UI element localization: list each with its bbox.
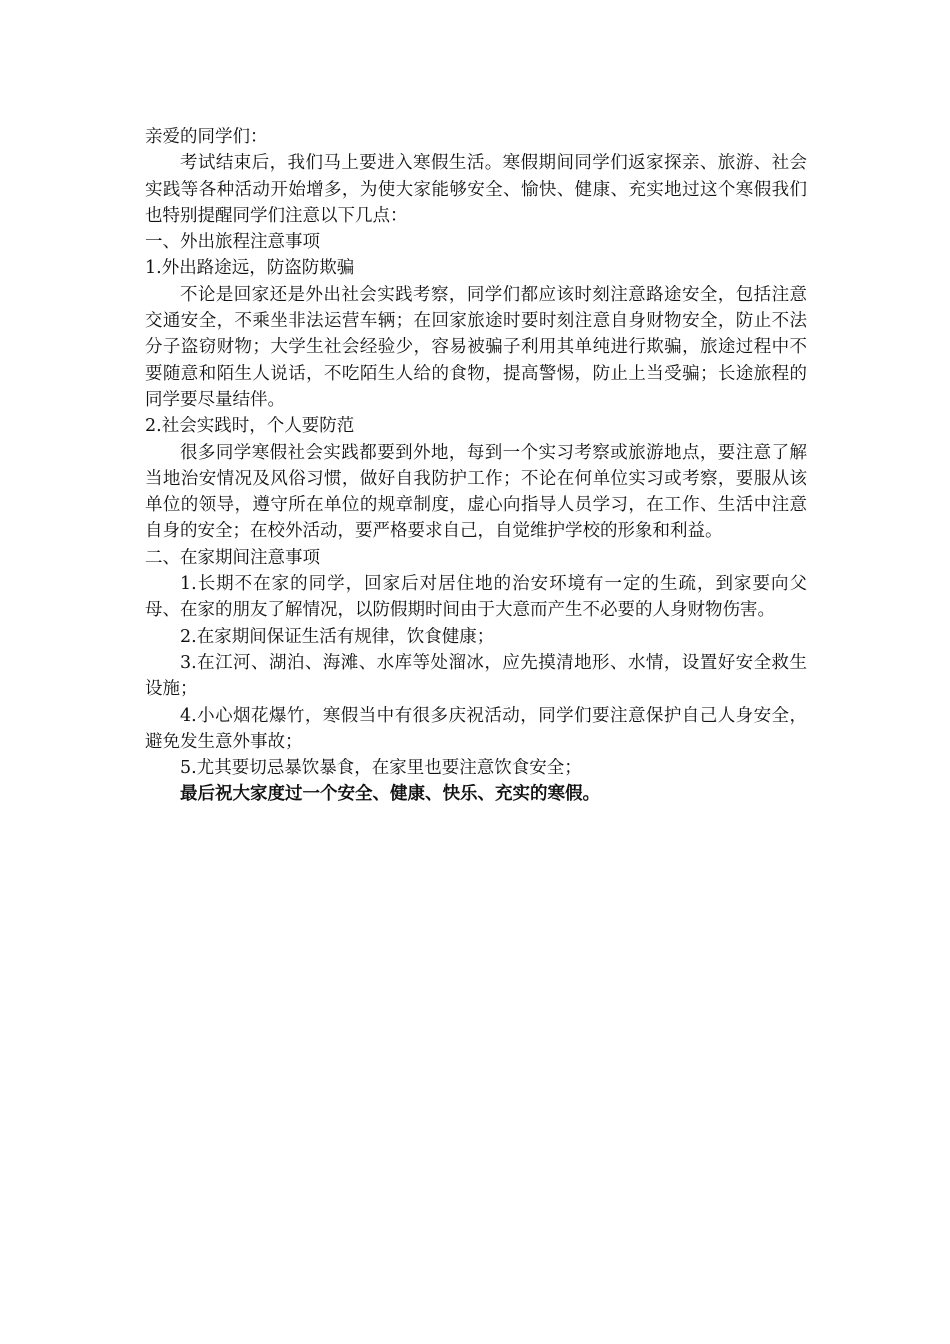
item-text-social-practice: 很多同学寒假社会实践都要到外地，每到一个实习考察或旅游地点，要注意了解当地治安情况及风俗习惯，做好自我防护工作；不论在何单位实习或考察，要服从该单位的领导，遵守所在单位的规章制度，虚心向指导人员学习，在工作、生活中注意自身的安全；在校外活动，要严格要求自己，自觉维护学校的形象和利益。 <box>145 442 807 542</box>
intro-paragraph: 考试结束后，我们马上要进入寒假生活。寒假期间同学们返家探亲、旅游、社会实践等各种活动开始增多，为使大家能够安全、愉快、健康、充实地过这个寒假我们也特别提醒同学们注意以下几点： <box>145 153 807 226</box>
home-item-3: 3.在江河、湖泊、海滩、水库等处溜冰，应先摸清地形、水情，设置好安全救生设施； <box>145 652 807 700</box>
item-title-travel-safety: 1.外出路途远，防盗防欺骗 <box>145 258 355 279</box>
section-heading-home: 二、在家期间注意事项 <box>145 547 320 568</box>
item-title-social-practice: 2.社会实践时，个人要防范 <box>145 416 355 437</box>
home-item-5: 5.尤其要切忌暴饮暴食，在家里也要注意饮食安全； <box>180 758 582 779</box>
greeting: 亲爱的同学们： <box>145 127 268 147</box>
home-item-1: 1.长期不在家的同学，回家后对居住地的治安环境有一定的生疏，到家要向父母、在家的朋友了解情况，以防假期时间由于大意而产生不必要的人身财物伤害。 <box>145 574 807 621</box>
home-item-2: 2.在家期间保证生活有规律，饮食健康； <box>180 626 495 647</box>
section-heading-travel: 一、外出旅程注意事项 <box>145 232 320 253</box>
closing-wishes: 最后祝大家度过一个安全、健康、快乐、充实的寒假。 <box>180 784 600 805</box>
home-item-4: 4.小心烟花爆竹，寒假当中有很多庆祝活动，同学们要注意保护自己人身安全，避免发生意外事故； <box>145 705 807 752</box>
document-body <box>145 124 807 808</box>
item-text-travel-safety: 不论是回家还是外出社会实践考察，同学们都应该时刻注意路途安全，包括注意交通安全，不乘坐非法运营车辆；在回家旅途时要时刻注意自身财物安全，防止不法分子盗窃财物；大学生社会经验少，容易被骗子利用其单纯进行欺骗，旅途过程中不要随意和陌生人说话，不吃陌生人给的食物，提高警惕，防止上当受骗；长途旅程的同学要尽量结伴。 <box>145 284 807 410</box>
